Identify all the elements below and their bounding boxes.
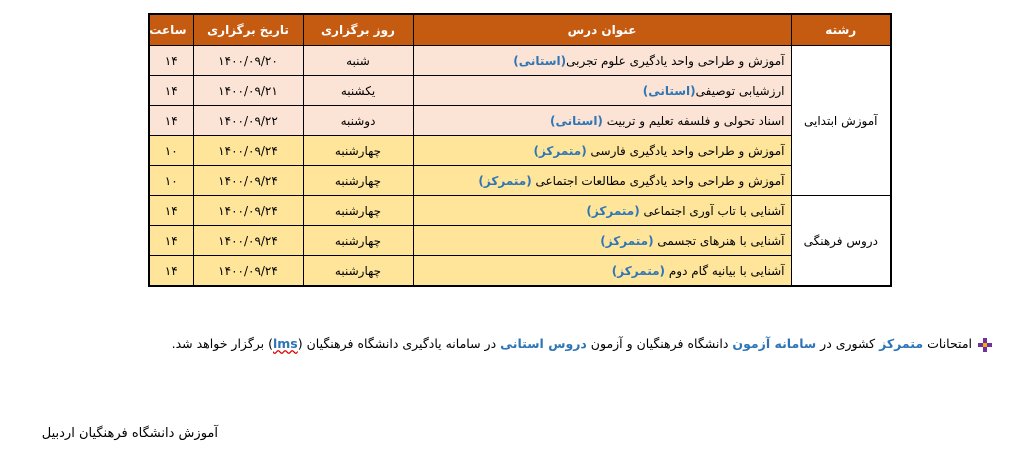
exam-type-tag: (متمرکز) <box>478 173 532 188</box>
notice-text-3: دانشگاه فرهنگیان و آزمون <box>586 336 733 351</box>
table-row <box>149 136 891 166</box>
course-cell <box>413 46 791 76</box>
date-cell: ۱۴۰۰/۰۹/۲۴ <box>193 136 303 166</box>
course-cell <box>413 256 791 287</box>
notice-text-5: ) برگزار خواهد شد. <box>171 336 273 351</box>
exam-type-tag: (متمرکز) <box>586 203 640 218</box>
course-cell <box>413 136 791 166</box>
exam-type-tag: (متمرکز) <box>600 233 654 248</box>
course-title: اسناد تحولی و فلسفه تعلیم و تربیت <box>602 113 785 128</box>
day-cell: دوشنبه <box>303 106 413 136</box>
header-time: ساعت <box>149 14 193 46</box>
header-course: عنوان درس <box>413 14 791 46</box>
exam-type-tag: (استانی) <box>513 53 567 68</box>
header-date: تاریخ برگزاری <box>193 14 303 46</box>
exam-type-tag: (استانی) <box>549 113 603 128</box>
header-field: رشته <box>791 14 891 46</box>
time-cell: ۱۴ <box>149 226 193 256</box>
date-cell: ۱۴۰۰/۰۹/۲۰ <box>193 46 303 76</box>
table-row <box>149 226 891 256</box>
course-cell <box>413 106 791 136</box>
course-title: ارزشیابی توصیفی <box>695 83 785 98</box>
course-title: آشنایی با هنرهای تجسمی <box>653 233 785 248</box>
course-title: آموزش و طراحی واحد یادگیری علوم تجربی <box>566 53 785 68</box>
time-cell: ۱۴ <box>149 106 193 136</box>
notice-text-1: امتحانات <box>923 336 972 351</box>
notice-text-4: در سامانه یادگیری دانشگاه فرهنگیان ( <box>297 336 501 351</box>
table-row <box>149 46 891 76</box>
notice-exam-system: سامانه آزمون <box>732 336 817 351</box>
course-cell <box>413 196 791 226</box>
field-cell: دروس فرهنگی <box>791 196 891 287</box>
course-cell <box>413 76 791 106</box>
notice-lms: lms <box>273 336 298 351</box>
time-cell: ۱۴ <box>149 196 193 226</box>
day-cell: یکشنبه <box>303 76 413 106</box>
day-cell: چهارشنبه <box>303 166 413 196</box>
course-cell <box>413 226 791 256</box>
time-cell: ۱۴ <box>149 256 193 287</box>
table-row <box>149 106 891 136</box>
footer-signature: آموزش دانشگاه فرهنگیان اردبیل <box>41 426 218 441</box>
date-cell: ۱۴۰۰/۰۹/۲۲ <box>193 106 303 136</box>
table-header-row <box>149 14 891 46</box>
field-cell: آموزش ابتدایی <box>791 46 891 196</box>
exam-type-tag: (متمرکز) <box>611 263 666 278</box>
notice-central: متمرکز <box>879 336 924 351</box>
exam-notice <box>2 336 992 352</box>
time-cell: ۱۴ <box>149 46 193 76</box>
date-cell: ۱۴۰۰/۰۹/۲۴ <box>193 196 303 226</box>
date-cell: ۱۴۰۰/۰۹/۲۴ <box>193 226 303 256</box>
notice-provincial: دروس استانی <box>500 336 587 351</box>
header-day: روز برگزاری <box>303 14 413 46</box>
exam-schedule-table <box>148 13 892 287</box>
time-cell: ۱۰ <box>149 166 193 196</box>
compass-star-bullet-icon <box>978 338 992 352</box>
table-row <box>149 166 891 196</box>
course-cell <box>413 166 791 196</box>
time-cell: ۱۴ <box>149 76 193 106</box>
course-title: آموزش و طراحی واحد یادگیری مطالعات اجتماعی <box>531 173 785 188</box>
day-cell: چهارشنبه <box>303 226 413 256</box>
table-row <box>149 256 891 287</box>
date-cell: ۱۴۰۰/۰۹/۲۴ <box>193 166 303 196</box>
exam-type-tag: (استانی) <box>642 83 696 98</box>
date-cell: ۱۴۰۰/۰۹/۲۴ <box>193 256 303 287</box>
table-row <box>149 196 891 226</box>
day-cell: چهارشنبه <box>303 196 413 226</box>
table-row <box>149 76 891 106</box>
course-title: آشنایی با بیانیه گام دوم <box>665 263 785 278</box>
date-cell: ۱۴۰۰/۰۹/۲۱ <box>193 76 303 106</box>
notice-text-2: کشوری در <box>816 336 880 351</box>
day-cell: چهارشنبه <box>303 136 413 166</box>
course-title: آموزش و طراحی واحد یادگیری فارسی <box>586 143 785 158</box>
exam-type-tag: (متمرکز) <box>533 143 587 158</box>
day-cell: شنبه <box>303 46 413 76</box>
day-cell: چهارشنبه <box>303 256 413 287</box>
course-title: آشنایی با تاب آوری اجتماعی <box>639 203 785 218</box>
time-cell: ۱۰ <box>149 136 193 166</box>
